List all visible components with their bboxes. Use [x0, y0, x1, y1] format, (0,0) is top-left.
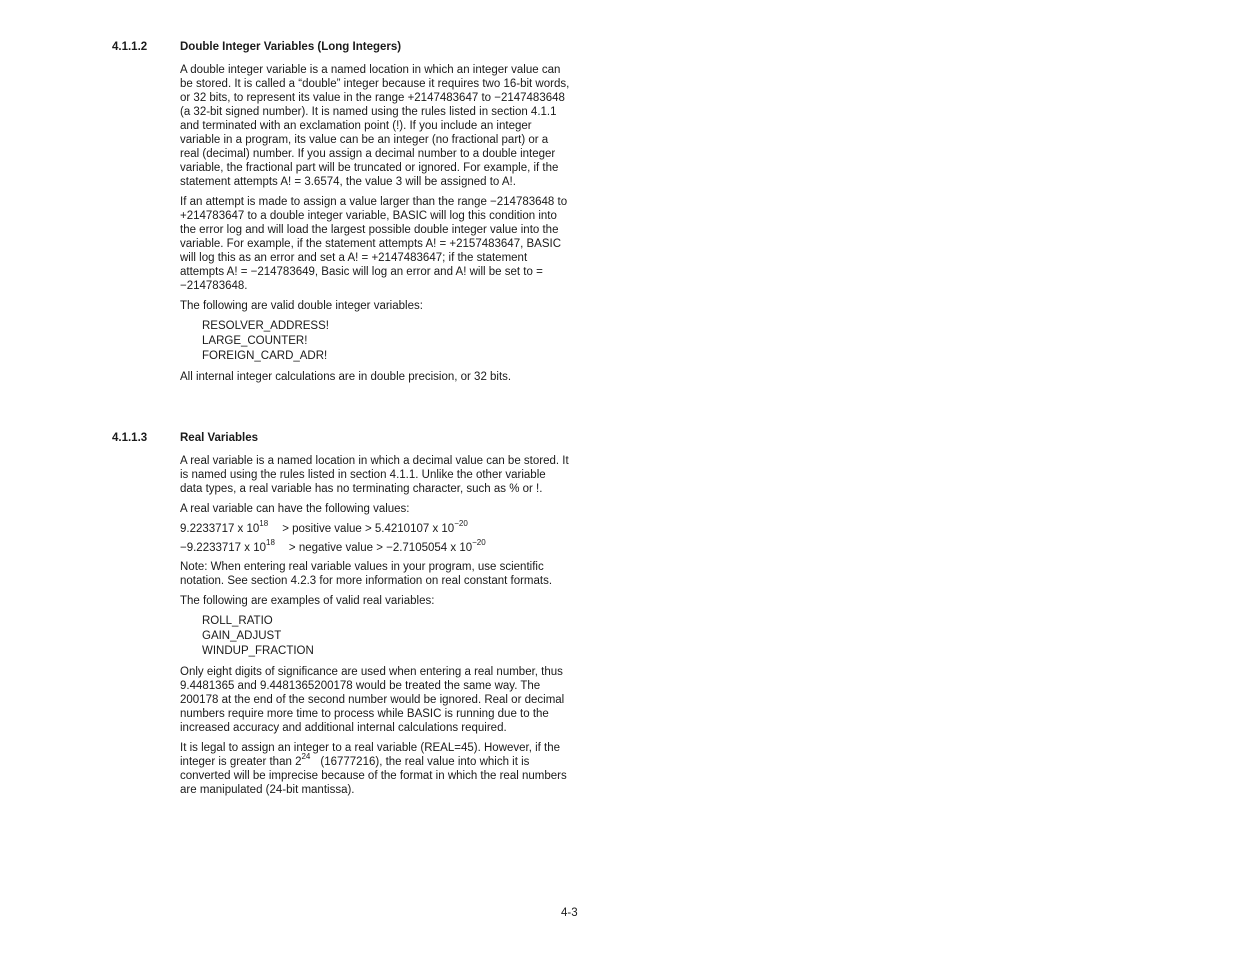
section-title: Double Integer Variables (Long Integers): [180, 41, 402, 53]
exponent: 18: [259, 519, 269, 529]
exponent: −20: [454, 519, 468, 529]
page-number: 4-3: [561, 907, 578, 919]
range-upper-text: > positive value > 5.4210107 x 10: [282, 523, 455, 535]
exponent: −20: [472, 538, 486, 548]
paragraph: Note: When entering real variable values in your program, use scientific notation. See section 4.2.3 for more information on real constant formats.: [180, 561, 553, 587]
section-number: 4.1.1.3: [112, 432, 148, 444]
paragraph: All internal integer calculations are in double precision, or 32 bits.: [180, 371, 512, 383]
paragraph: A real variable is a named location in which a decimal value can be stored. It is named using the rules listed in section 4.1.1. Unlike the other variable data types, a real variable has no terminating character, such as % or !.: [180, 455, 569, 495]
code-example: GAIN_ADJUST: [202, 630, 282, 642]
exponent: 24: [301, 752, 311, 762]
code-example: LARGE_COUNTER!: [202, 335, 308, 347]
paragraph-text: (16777216), the real value into which it is converted will be imprecise because of the format in which the real numbers are manipulated (24-bit mantissa).: [180, 756, 567, 796]
paragraph-text: It is legal to assign an integer to a real variable (REAL=45). However, if the integer is greater than 2: [180, 742, 561, 768]
range-lower-text: 9.2233717 x 10: [180, 523, 260, 535]
code-example: ROLL_RATIO: [202, 615, 273, 627]
paragraph: The following are examples of valid real variables:: [180, 595, 435, 607]
section-body: [180, 454, 570, 803]
code-example: FOREIGN_CARD_ADR!: [202, 350, 328, 362]
positive-range-expression: [180, 519, 570, 536]
range-lower-text: −9.2233717 x 10: [180, 542, 267, 554]
section-body: [180, 63, 570, 390]
code-example-list: [202, 319, 570, 364]
paragraph: Only eight digits of significance are used when entering a real number, thus 9.4481365 and 9.4481365200178 would be treated the same way. The 200178 at the end of the second number would be ignored. Real or decimal numbers require more time to process while BASIC is running due to the increased accuracy and additional internal calculations required.: [180, 666, 565, 734]
exponent: 18: [266, 538, 275, 548]
section-number: 4.1.1.2: [112, 41, 148, 53]
section-title: Real Variables: [180, 432, 258, 444]
negative-range-expression: [180, 538, 570, 555]
code-example: WINDUP_FRACTION: [202, 645, 314, 657]
paragraph: A double integer variable is a named location in which an integer value can be stored. It is called a “double” integer because it requires two 16-bit words, or 32 bits, to represent its value in the range +2147483647 to −2147483648 (a 32-bit signed number). It is named using the rules listed in section 4.1.1 and terminated with an exclamation point (!). If you include an integer variable in a program, its value can be an integer (no fractional part) or a real (decimal) number. If you assign a decimal number to a double integer variable, the fractional part will be truncated or ignored. For example, if the statement attempts A! = 3.6574, the value 3 will be assigned to A!.: [180, 64, 570, 188]
paragraph: If an attempt is made to assign a value larger than the range −214783648 to +214783647 to a double integer variable, BASIC will log this condition into the error log and will load the largest possible double integer value into the variable. For example, if the statement attempts A! = +2157483647, BASIC will log this as an error and set a A! = +2147483647; if the statement attempts A! = −214783649, Basic will log an error and A! will be set to = −214783648.: [180, 196, 568, 292]
paragraph: The following are valid double integer variables:: [180, 300, 423, 312]
range-upper-text: > negative value > −2.7105054 x 10: [288, 542, 473, 554]
code-example-list: [202, 614, 570, 659]
paragraph: A real variable can have the following values:: [180, 503, 410, 515]
paragraph: [180, 741, 570, 797]
code-example: RESOLVER_ADDRESS!: [202, 320, 329, 332]
